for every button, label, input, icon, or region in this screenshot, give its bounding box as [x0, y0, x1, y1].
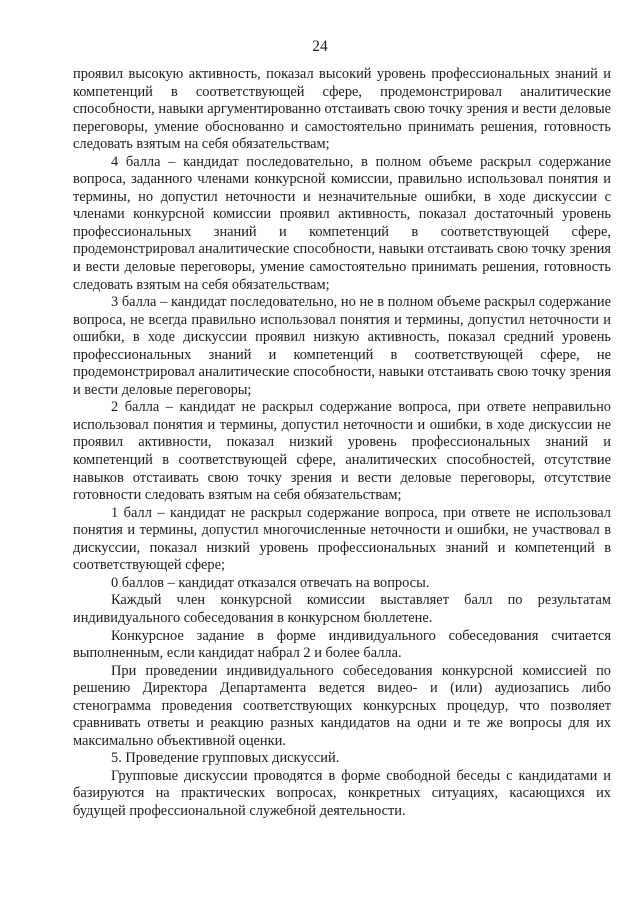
paragraph-commission-ballot: Каждый член конкурсной комиссии выставляет балл по результатам индивидуального собеседования в конкурсном бюллетене. — [73, 592, 611, 626]
paragraph-top-score-continuation: проявил высокую активность, показал высокий уровень профессиональных знаний и компетенций в соответствующей сфере, продемонстрировал аналитические способности, навыки аргументированно отстаивать свою точку зрения и вести деловые переговоры, умение обоснованно и самостоятельно принимать решения, готовность следовать взятым на себя обязательствам; — [73, 66, 611, 153]
document-body — [73, 66, 611, 821]
paragraph-group-discussions: Групповые дискуссии проводятся в форме свободной беседы с кандидатами и базируются на практических вопросах, конкретных ситуациях, касающихся их будущей профессиональной служебной деятельности. — [73, 767, 611, 819]
paragraph-task-completed: Конкурсное задание в форме индивидуального собеседования считается выполненным, если кандидат набрал 2 и более балла. — [73, 627, 611, 662]
paragraph-score-2: 2 балла – кандидат не раскрыл содержание вопроса, при ответе неправильно использовал понятия и термины, допустил неточности и ошибки, в ходе дискуссии не проявил активности, показал низкий уровень профессиональных знаний и компетенций в соответствующей сфере, аналитических способностей, отсутствие навыков отстаивать свою точку зрения и вести деловые переговоры, отсутствие готовности следовать взятым на себя обязательствам; — [73, 399, 611, 504]
paragraph-score-1: 1 балл – кандидат не раскрыл содержание вопроса, при ответе не использовал понятия и термины, допустил многочисленные неточности и ошибки, не участвовал в дискуссии, показал низкий уровень профессиональных знаний и компетенций в соответствующей сфере; — [73, 504, 611, 574]
paragraph-score-3: 3 балла – кандидат последовательно, но не в полном объеме раскрыл содержание вопроса, не всегда правильно использовал понятия и термины, допустил неточности и ошибки, в ходе дискуссии проявил низкую активность, показал средний уровень профессиональных знаний и компетенций в соответствующей сфере, не продемонстрировал аналитические способности, навыки отстаивать свою точку зрения и вести деловые переговоры; — [73, 294, 611, 398]
page-number: 24 — [312, 38, 328, 55]
section-heading-group-discussions: 5. Проведение групповых дискуссий. — [111, 750, 340, 767]
paragraph-score-4: 4 балла – кандидат последовательно, в полном объеме раскрыл содержание вопроса, заданного членами конкурсной комиссии, правильно использовал понятия и термины, но допустил неточности и незначительные ошибки, в ходе дискуссии с членами конкурсной комиссии проявил активность, показал достаточный уровень профессиональных знаний и компетенций в соответствующей сфере, продемонстрировал аналитические способности, навыки отстаивать свою точку зрения и вести деловые переговоры, умение самостоятельно принимать решения, готовность следовать взятым на себя обязательствам; — [73, 153, 611, 293]
paragraph-score-0: 0 баллов – кандидат отказался отвечать на вопросы. — [111, 574, 430, 591]
paragraph-recording: При проведении индивидуального собеседования конкурсной комиссией по решению Директора Департамента ведется видео- и (или) аудиозапись либо стенограмма проведения соответствующих конкурсных процедур, что позволяет сравнивать ответы и реакцию разных кандидатов на одни и те же вопросы для их максимально объективной оценки. — [73, 662, 611, 749]
